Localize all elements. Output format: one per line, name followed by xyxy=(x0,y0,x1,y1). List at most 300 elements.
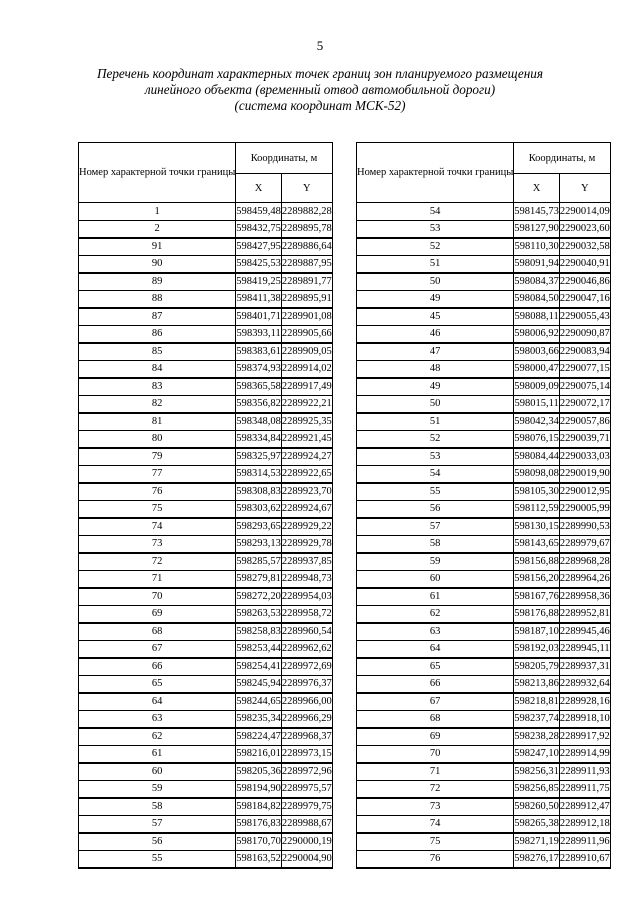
x-coordinate-cell: 598285,57 xyxy=(236,553,282,571)
point-number-cell: 58 xyxy=(357,535,514,553)
x-coordinate-cell: 598272,20 xyxy=(236,588,282,606)
x-coordinate-cell: 598383,61 xyxy=(236,343,282,361)
table-row xyxy=(79,255,333,273)
point-number-cell: 81 xyxy=(79,413,236,431)
table-row xyxy=(357,833,611,851)
table-row xyxy=(79,500,333,518)
x-coordinate-cell: 598247,10 xyxy=(514,745,560,763)
table-row xyxy=(357,640,611,658)
y-coordinate-cell: 2289912,47 xyxy=(559,798,610,816)
x-coordinate-cell: 598163,52 xyxy=(236,850,282,868)
table-row xyxy=(79,308,333,326)
point-number-cell: 72 xyxy=(357,780,514,798)
table-row xyxy=(357,763,611,781)
table-row xyxy=(357,518,611,536)
table-body-left xyxy=(79,203,333,868)
y-coordinate-cell: 2289923,70 xyxy=(281,483,332,501)
y-coordinate-cell: 2289954,03 xyxy=(281,588,332,606)
x-coordinate-cell: 598276,17 xyxy=(514,850,560,868)
y-coordinate-cell: 2289917,49 xyxy=(281,378,332,396)
x-coordinate-cell: 598176,88 xyxy=(514,605,560,623)
table-row xyxy=(79,448,333,466)
table-row xyxy=(357,693,611,711)
y-coordinate-cell: 2289972,96 xyxy=(281,763,332,781)
x-coordinate-cell: 598374,93 xyxy=(236,360,282,378)
point-number-cell: 56 xyxy=(357,500,514,518)
coordinates-table-right xyxy=(356,142,611,869)
point-number-cell: 67 xyxy=(79,640,236,658)
x-coordinate-cell: 598245,94 xyxy=(236,675,282,693)
point-number-cell: 62 xyxy=(79,728,236,746)
table-row xyxy=(357,500,611,518)
x-coordinate-cell: 598356,82 xyxy=(236,395,282,413)
table-row xyxy=(79,588,333,606)
point-number-cell: 65 xyxy=(357,658,514,676)
y-coordinate-cell: 2289937,31 xyxy=(559,658,610,676)
point-number-cell: 51 xyxy=(357,255,514,273)
y-coordinate-cell: 2289921,45 xyxy=(281,430,332,448)
y-coordinate-cell: 2289958,72 xyxy=(281,605,332,623)
y-coordinate-cell: 2289912,18 xyxy=(559,815,610,833)
y-coordinate-cell: 2289911,93 xyxy=(559,763,610,781)
y-coordinate-cell: 2290039,71 xyxy=(559,430,610,448)
point-number-cell: 86 xyxy=(79,325,236,343)
table-row xyxy=(79,798,333,816)
x-coordinate-cell: 598112,59 xyxy=(514,500,560,518)
y-coordinate-cell: 2289905,66 xyxy=(281,325,332,343)
point-number-cell: 57 xyxy=(357,518,514,536)
table-row xyxy=(79,325,333,343)
x-coordinate-cell: 598143,65 xyxy=(514,535,560,553)
table-row xyxy=(357,360,611,378)
x-coordinate-cell: 598192,03 xyxy=(514,640,560,658)
y-coordinate-cell: 2289968,28 xyxy=(559,553,610,571)
x-coordinate-cell: 598425,53 xyxy=(236,255,282,273)
point-number-cell: 59 xyxy=(357,553,514,571)
table-row xyxy=(79,710,333,728)
point-number-cell: 71 xyxy=(79,570,236,588)
x-coordinate-cell: 598084,50 xyxy=(514,290,560,308)
header-coordinates: Координаты, м xyxy=(236,143,333,174)
table-row xyxy=(79,675,333,693)
y-coordinate-cell: 2289918,10 xyxy=(559,710,610,728)
table-row xyxy=(357,343,611,361)
x-coordinate-cell: 598000,47 xyxy=(514,360,560,378)
x-coordinate-cell: 598279,81 xyxy=(236,570,282,588)
point-number-cell: 61 xyxy=(357,588,514,606)
header-coordinates: Координаты, м xyxy=(514,143,611,174)
x-coordinate-cell: 598156,20 xyxy=(514,570,560,588)
point-number-cell: 73 xyxy=(79,535,236,553)
point-number-cell: 77 xyxy=(79,465,236,483)
point-number-cell: 89 xyxy=(79,273,236,291)
x-coordinate-cell: 598176,83 xyxy=(236,815,282,833)
x-coordinate-cell: 598105,30 xyxy=(514,483,560,501)
x-coordinate-cell: 598015,11 xyxy=(514,395,560,413)
point-number-cell: 67 xyxy=(357,693,514,711)
x-coordinate-cell: 598427,95 xyxy=(236,238,282,256)
y-coordinate-cell: 2289952,81 xyxy=(559,605,610,623)
y-coordinate-cell: 2289886,64 xyxy=(281,238,332,256)
y-coordinate-cell: 2289901,08 xyxy=(281,308,332,326)
x-coordinate-cell: 598184,82 xyxy=(236,798,282,816)
x-coordinate-cell: 598003,66 xyxy=(514,343,560,361)
x-coordinate-cell: 598156,88 xyxy=(514,553,560,571)
y-coordinate-cell: 2289972,69 xyxy=(281,658,332,676)
point-number-cell: 53 xyxy=(357,448,514,466)
title-line-2: линейного объекта (временный отвод автомобильной дороги) xyxy=(144,82,496,97)
point-number-cell: 46 xyxy=(357,325,514,343)
table-row xyxy=(357,325,611,343)
y-coordinate-cell: 2289895,91 xyxy=(281,290,332,308)
x-coordinate-cell: 598411,38 xyxy=(236,290,282,308)
table-row xyxy=(79,395,333,413)
y-coordinate-cell: 2289928,16 xyxy=(559,693,610,711)
point-number-cell: 54 xyxy=(357,203,514,221)
x-coordinate-cell: 598293,65 xyxy=(236,518,282,536)
table-row xyxy=(357,378,611,396)
x-coordinate-cell: 598258,83 xyxy=(236,623,282,641)
x-coordinate-cell: 598265,38 xyxy=(514,815,560,833)
y-coordinate-cell: 2290055,43 xyxy=(559,308,610,326)
point-number-cell: 82 xyxy=(79,395,236,413)
table-row xyxy=(79,763,333,781)
table-row xyxy=(357,308,611,326)
x-coordinate-cell: 598235,34 xyxy=(236,710,282,728)
y-coordinate-cell: 2289968,37 xyxy=(281,728,332,746)
table-row xyxy=(357,710,611,728)
x-coordinate-cell: 598256,31 xyxy=(514,763,560,781)
x-coordinate-cell: 598348,08 xyxy=(236,413,282,431)
table-row xyxy=(357,675,611,693)
point-number-cell: 76 xyxy=(79,483,236,501)
table-row xyxy=(357,780,611,798)
y-coordinate-cell: 2290023,60 xyxy=(559,220,610,238)
y-coordinate-cell: 2289975,57 xyxy=(281,780,332,798)
table-row xyxy=(357,570,611,588)
table-row xyxy=(79,658,333,676)
y-coordinate-cell: 2289960,54 xyxy=(281,623,332,641)
point-number-cell: 52 xyxy=(357,238,514,256)
point-number-cell: 59 xyxy=(79,780,236,798)
y-coordinate-cell: 2289966,00 xyxy=(281,693,332,711)
table-row xyxy=(79,360,333,378)
x-coordinate-cell: 598084,37 xyxy=(514,273,560,291)
x-coordinate-cell: 598218,81 xyxy=(514,693,560,711)
point-number-cell: 66 xyxy=(357,675,514,693)
x-coordinate-cell: 598303,62 xyxy=(236,500,282,518)
table-row xyxy=(79,465,333,483)
point-number-cell: 84 xyxy=(79,360,236,378)
table-row xyxy=(357,395,611,413)
point-number-cell: 50 xyxy=(357,273,514,291)
table-row xyxy=(79,290,333,308)
table-row xyxy=(79,623,333,641)
document-title xyxy=(40,66,600,114)
x-coordinate-cell: 598314,53 xyxy=(236,465,282,483)
x-coordinate-cell: 598419,25 xyxy=(236,273,282,291)
x-coordinate-cell: 598088,11 xyxy=(514,308,560,326)
point-number-cell: 51 xyxy=(357,413,514,431)
point-number-cell: 69 xyxy=(357,728,514,746)
x-coordinate-cell: 598254,41 xyxy=(236,658,282,676)
y-coordinate-cell: 2289962,62 xyxy=(281,640,332,658)
point-number-cell: 64 xyxy=(79,693,236,711)
table-row xyxy=(79,745,333,763)
x-coordinate-cell: 598271,19 xyxy=(514,833,560,851)
x-coordinate-cell: 598238,28 xyxy=(514,728,560,746)
table-row xyxy=(357,483,611,501)
y-coordinate-cell: 2290077,15 xyxy=(559,360,610,378)
point-number-cell: 90 xyxy=(79,255,236,273)
table-row xyxy=(357,255,611,273)
table-row xyxy=(79,605,333,623)
table-row xyxy=(79,780,333,798)
y-coordinate-cell: 2290000,19 xyxy=(281,833,332,851)
y-coordinate-cell: 2289958,36 xyxy=(559,588,610,606)
point-number-cell: 79 xyxy=(79,448,236,466)
table-row xyxy=(79,728,333,746)
x-coordinate-cell: 598293,13 xyxy=(236,535,282,553)
point-number-cell: 70 xyxy=(357,745,514,763)
point-number-cell: 71 xyxy=(357,763,514,781)
header-point-number-label: Номер характерной точки границы xyxy=(79,166,236,178)
y-coordinate-cell: 2289948,73 xyxy=(281,570,332,588)
x-coordinate-cell: 598167,76 xyxy=(514,588,560,606)
point-number-cell: 83 xyxy=(79,378,236,396)
x-coordinate-cell: 598009,09 xyxy=(514,378,560,396)
x-coordinate-cell: 598006,92 xyxy=(514,325,560,343)
x-coordinate-cell: 598393,11 xyxy=(236,325,282,343)
header-y: Y xyxy=(281,174,332,203)
x-coordinate-cell: 598365,58 xyxy=(236,378,282,396)
x-coordinate-cell: 598076,15 xyxy=(514,430,560,448)
x-coordinate-cell: 598187,10 xyxy=(514,623,560,641)
y-coordinate-cell: 2289925,35 xyxy=(281,413,332,431)
y-coordinate-cell: 2289945,46 xyxy=(559,623,610,641)
y-coordinate-cell: 2289979,75 xyxy=(281,798,332,816)
table-row xyxy=(79,413,333,431)
x-coordinate-cell: 598130,15 xyxy=(514,518,560,536)
table-row xyxy=(357,798,611,816)
point-number-cell: 74 xyxy=(79,518,236,536)
y-coordinate-cell: 2290040,91 xyxy=(559,255,610,273)
y-coordinate-cell: 2289979,67 xyxy=(559,535,610,553)
x-coordinate-cell: 598260,50 xyxy=(514,798,560,816)
y-coordinate-cell: 2289937,85 xyxy=(281,553,332,571)
y-coordinate-cell: 2289929,22 xyxy=(281,518,332,536)
table-row xyxy=(79,535,333,553)
table-row xyxy=(357,203,611,221)
y-coordinate-cell: 2290005,99 xyxy=(559,500,610,518)
point-number-cell: 50 xyxy=(357,395,514,413)
y-coordinate-cell: 2289917,92 xyxy=(559,728,610,746)
point-number-cell: 85 xyxy=(79,343,236,361)
x-coordinate-cell: 598084,44 xyxy=(514,448,560,466)
table-row xyxy=(79,518,333,536)
x-coordinate-cell: 598334,84 xyxy=(236,430,282,448)
point-number-cell: 91 xyxy=(79,238,236,256)
y-coordinate-cell: 2289924,67 xyxy=(281,500,332,518)
table-row xyxy=(79,238,333,256)
point-number-cell: 74 xyxy=(357,815,514,833)
point-number-cell: 62 xyxy=(357,605,514,623)
y-coordinate-cell: 2290047,16 xyxy=(559,290,610,308)
y-coordinate-cell: 2289976,37 xyxy=(281,675,332,693)
point-number-cell: 49 xyxy=(357,378,514,396)
point-number-cell: 63 xyxy=(79,710,236,728)
point-number-cell: 60 xyxy=(79,763,236,781)
point-number-cell: 75 xyxy=(79,500,236,518)
table-row xyxy=(357,658,611,676)
table-row xyxy=(79,483,333,501)
table-row xyxy=(79,815,333,833)
x-coordinate-cell: 598459,48 xyxy=(236,203,282,221)
table-row xyxy=(79,553,333,571)
y-coordinate-cell: 2290004,90 xyxy=(281,850,332,868)
point-number-cell: 53 xyxy=(357,220,514,238)
table-row xyxy=(357,623,611,641)
point-number-cell: 58 xyxy=(79,798,236,816)
header-y: Y xyxy=(559,174,610,203)
y-coordinate-cell: 2289914,02 xyxy=(281,360,332,378)
table-row xyxy=(79,693,333,711)
x-coordinate-cell: 598263,53 xyxy=(236,605,282,623)
table-row xyxy=(357,745,611,763)
y-coordinate-cell: 2290014,09 xyxy=(559,203,610,221)
header-point-number-label: Номер характерной точки границы xyxy=(357,166,514,178)
y-coordinate-cell: 2289887,95 xyxy=(281,255,332,273)
table-body-right xyxy=(357,203,611,868)
y-coordinate-cell: 2289914,99 xyxy=(559,745,610,763)
table-row xyxy=(79,378,333,396)
table-row xyxy=(357,220,611,238)
x-coordinate-cell: 598194,90 xyxy=(236,780,282,798)
point-number-cell: 60 xyxy=(357,570,514,588)
header-x: X xyxy=(514,174,560,203)
table-row xyxy=(79,273,333,291)
y-coordinate-cell: 2289924,27 xyxy=(281,448,332,466)
x-coordinate-cell: 598170,70 xyxy=(236,833,282,851)
point-number-cell: 45 xyxy=(357,308,514,326)
x-coordinate-cell: 598042,34 xyxy=(514,413,560,431)
x-coordinate-cell: 598253,44 xyxy=(236,640,282,658)
y-coordinate-cell: 2290019,90 xyxy=(559,465,610,483)
point-number-cell: 70 xyxy=(79,588,236,606)
coordinates-table-left xyxy=(78,142,333,869)
table-row xyxy=(357,238,611,256)
x-coordinate-cell: 598110,30 xyxy=(514,238,560,256)
y-coordinate-cell: 2289945,11 xyxy=(559,640,610,658)
header-x: X xyxy=(236,174,282,203)
point-number-cell: 88 xyxy=(79,290,236,308)
header-point-number xyxy=(357,143,514,203)
point-number-cell: 48 xyxy=(357,360,514,378)
table-row xyxy=(79,430,333,448)
point-number-cell: 55 xyxy=(357,483,514,501)
y-coordinate-cell: 2289973,15 xyxy=(281,745,332,763)
point-number-cell: 69 xyxy=(79,605,236,623)
table-row xyxy=(357,605,611,623)
y-coordinate-cell: 2290075,14 xyxy=(559,378,610,396)
y-coordinate-cell: 2289909,05 xyxy=(281,343,332,361)
table-row xyxy=(357,465,611,483)
title-line-3: (система координат МСК-52) xyxy=(234,98,406,113)
x-coordinate-cell: 598237,74 xyxy=(514,710,560,728)
x-coordinate-cell: 598224,47 xyxy=(236,728,282,746)
table-row xyxy=(79,343,333,361)
y-coordinate-cell: 2290012,95 xyxy=(559,483,610,501)
x-coordinate-cell: 598213,86 xyxy=(514,675,560,693)
table-row xyxy=(79,833,333,851)
y-coordinate-cell: 2289911,75 xyxy=(559,780,610,798)
x-coordinate-cell: 598205,36 xyxy=(236,763,282,781)
y-coordinate-cell: 2290032,58 xyxy=(559,238,610,256)
point-number-cell: 72 xyxy=(79,553,236,571)
x-coordinate-cell: 598127,90 xyxy=(514,220,560,238)
table-row xyxy=(357,413,611,431)
table-row xyxy=(79,570,333,588)
point-number-cell: 75 xyxy=(357,833,514,851)
table-row xyxy=(357,553,611,571)
y-coordinate-cell: 2289929,78 xyxy=(281,535,332,553)
point-number-cell: 76 xyxy=(357,850,514,868)
page-number: 5 xyxy=(316,38,324,53)
table-row xyxy=(357,290,611,308)
y-coordinate-cell: 2289932,64 xyxy=(559,675,610,693)
y-coordinate-cell: 2290057,86 xyxy=(559,413,610,431)
y-coordinate-cell: 2289911,96 xyxy=(559,833,610,851)
x-coordinate-cell: 598325,97 xyxy=(236,448,282,466)
table-row xyxy=(357,728,611,746)
point-number-cell: 47 xyxy=(357,343,514,361)
y-coordinate-cell: 2289891,77 xyxy=(281,273,332,291)
y-coordinate-cell: 2290090,87 xyxy=(559,325,610,343)
point-number-cell: 1 xyxy=(79,203,236,221)
y-coordinate-cell: 2290033,03 xyxy=(559,448,610,466)
x-coordinate-cell: 598145,73 xyxy=(514,203,560,221)
x-coordinate-cell: 598098,08 xyxy=(514,465,560,483)
table-row xyxy=(357,588,611,606)
x-coordinate-cell: 598401,71 xyxy=(236,308,282,326)
x-coordinate-cell: 598091,94 xyxy=(514,255,560,273)
point-number-cell: 56 xyxy=(79,833,236,851)
x-coordinate-cell: 598256,85 xyxy=(514,780,560,798)
point-number-cell: 49 xyxy=(357,290,514,308)
y-coordinate-cell: 2289895,78 xyxy=(281,220,332,238)
point-number-cell: 55 xyxy=(79,850,236,868)
table-row xyxy=(79,203,333,221)
point-number-cell: 63 xyxy=(357,623,514,641)
table-row xyxy=(79,640,333,658)
x-coordinate-cell: 598244,65 xyxy=(236,693,282,711)
x-coordinate-cell: 598308,83 xyxy=(236,483,282,501)
point-number-cell: 64 xyxy=(357,640,514,658)
table-row xyxy=(357,430,611,448)
point-number-cell: 52 xyxy=(357,430,514,448)
y-coordinate-cell: 2290083,94 xyxy=(559,343,610,361)
table-row xyxy=(357,273,611,291)
table-row xyxy=(357,535,611,553)
y-coordinate-cell: 2289990,53 xyxy=(559,518,610,536)
point-number-cell: 54 xyxy=(357,465,514,483)
header-point-number xyxy=(79,143,236,203)
table-row xyxy=(357,448,611,466)
point-number-cell: 73 xyxy=(357,798,514,816)
point-number-cell: 68 xyxy=(79,623,236,641)
y-coordinate-cell: 2289988,67 xyxy=(281,815,332,833)
x-coordinate-cell: 598216,01 xyxy=(236,745,282,763)
